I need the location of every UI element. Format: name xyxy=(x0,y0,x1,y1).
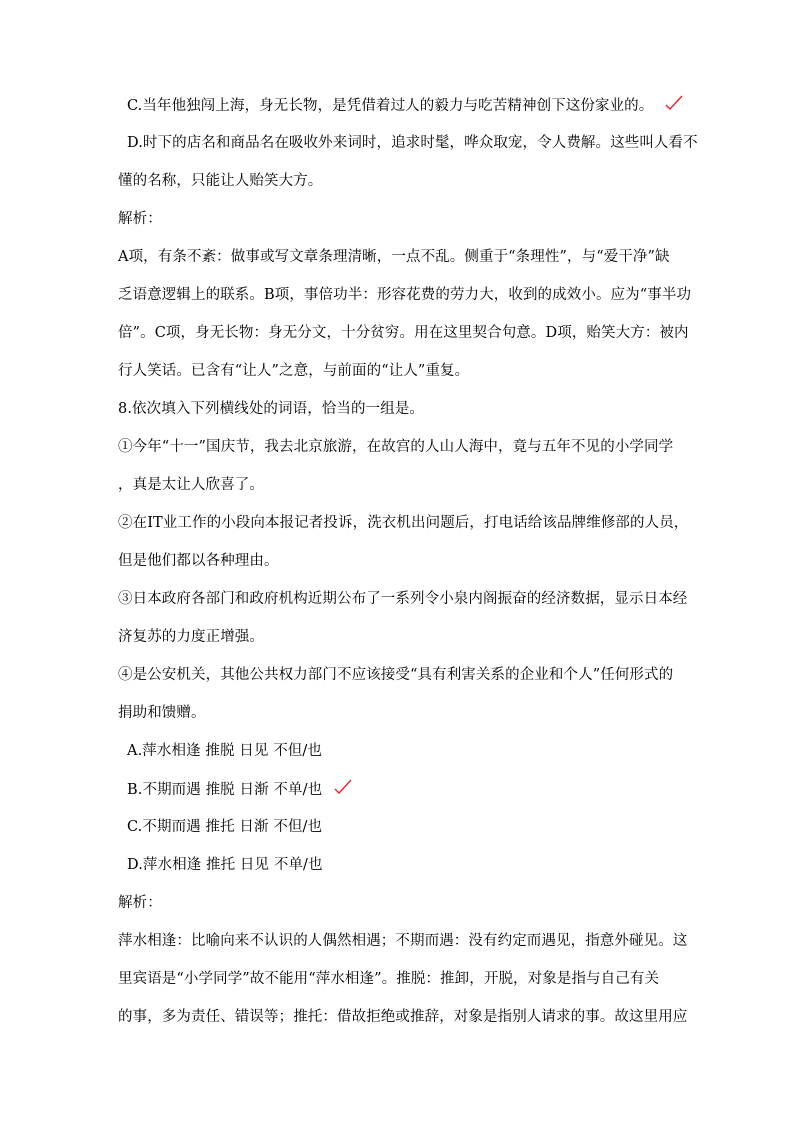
question-8-stem: 8.依次填入下列横线处的词语，恰当的一组是。 xyxy=(118,401,425,417)
option-d-prev-line1: D.时下的店名和商品名在吸收外来词时，追求时髦，哗众取宠，令人费解。这些叫人看不 xyxy=(127,135,698,151)
option-c-prev: C.当年他独闯上海，身无长物，是凭借着过人的毅力与吃苦精神创下这份家业的。 xyxy=(127,95,683,117)
red-check-icon xyxy=(334,779,352,801)
option-c: C.不期而遇 推托 日渐 不但/也 xyxy=(127,819,323,835)
option-b: B.不期而遇 推脱 日渐 不单/也 xyxy=(127,779,352,801)
question-8-item: ③日本政府各部门和政府机构近期公布了一系列令小泉内阁振奋的经济数据，显示日本经 xyxy=(118,591,688,607)
analysis-prev-line: A项，有条不紊：做事或写文章条理清晰，一点不乱。侧重于“条理性”，与“爱干净”缺 xyxy=(118,249,670,265)
option-d-prev-line2: 懂的名称，只能让人贻笑大方。 xyxy=(118,173,323,189)
question-8-item: ①今年“十一”国庆节，我去北京旅游，在故宫的人山人海中，竟与五年不见的小学同学 xyxy=(118,439,674,455)
analysis-label: 解析： xyxy=(118,895,162,911)
analysis-prev-line: 行人笑话。已含有“让人”之意，与前面的“让人”重复。 xyxy=(118,363,470,379)
red-check-icon xyxy=(665,95,683,117)
question-8-item: ，真是太让人欣喜了。 xyxy=(118,477,264,493)
analysis-prev-line: 倍”。C项，身无长物：身无分文，十分贫穷。用在这里契合句意。D项，贻笑大方：被内 xyxy=(118,325,689,341)
analysis-line: 萍水相逢：比喻向来不认识的人偶然相遇；不期而遇：没有约定而遇见，指意外碰见。这 xyxy=(118,933,688,949)
question-8-item: ④是公安机关，其他公共权力部门不应该接受“具有利害关系的企业和个人”任何形式的 xyxy=(118,667,674,683)
question-8-item: ②在IT业工作的小段向本报记者投诉，洗衣机出问题后，打电话给该品牌维修部的人员， xyxy=(118,515,689,531)
option-d: D.萍水相逢 推托 日见 不单/也 xyxy=(127,857,323,873)
analysis-label-prev: 解析： xyxy=(118,211,162,227)
question-8-item: 济复苏的力度正增强。 xyxy=(118,629,264,645)
analysis-line: 的事，多为责任、错误等；推托：借故拒绝或推辞，对象是指别人请求的事。故这里用应 xyxy=(118,1009,688,1025)
analysis-prev-line: 乏语意逻辑上的联系。B项，事倍功半：形容花费的劳力大，收到的成效小。应为“事半功 xyxy=(118,287,692,303)
option-a: A.萍水相逢 推脱 日见 不但/也 xyxy=(127,743,322,759)
question-8-item: 但是他们都以各种理由。 xyxy=(118,553,279,569)
analysis-line: 里宾语是“小学同学”故不能用“萍水相逢”。推脱：推卸，开脱，对象是指与自己有关 xyxy=(118,971,660,987)
question-8-item: 捐助和馈赠。 xyxy=(118,705,206,721)
